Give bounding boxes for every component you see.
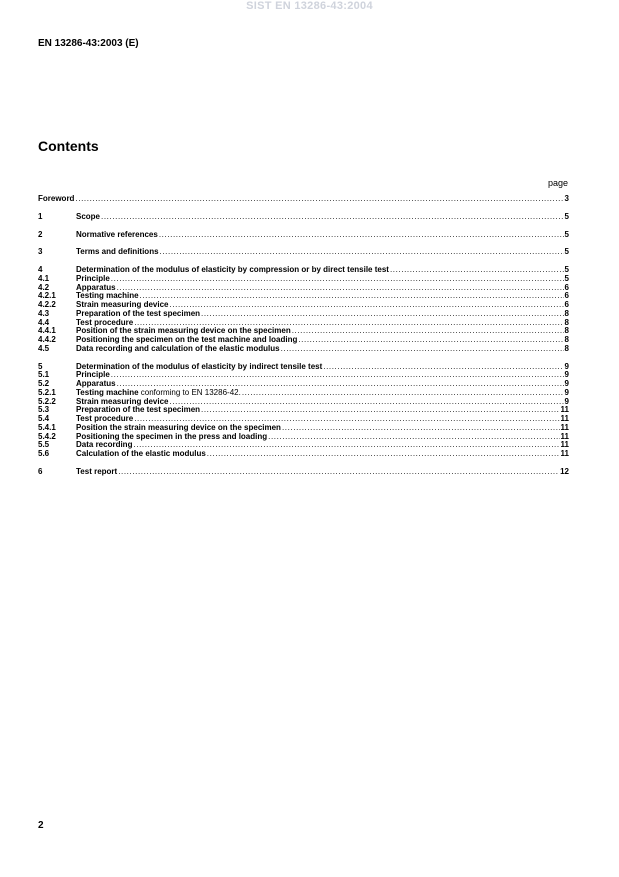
toc-page-number: 9	[564, 370, 569, 380]
toc-dot-leader	[118, 468, 559, 477]
toc-dot-leader	[282, 424, 560, 433]
toc-section-title: Apparatus	[76, 282, 116, 292]
toc-dot-leader	[159, 231, 564, 240]
watermark: SIST EN 13286-43:2004	[246, 0, 373, 12]
toc-section-title: Preparation of the test specimen	[76, 308, 201, 318]
toc-page-number: 6	[564, 282, 569, 292]
toc-section-title-bold: Testing machine	[76, 387, 139, 397]
toc-page-number: 11	[560, 422, 569, 432]
toc-dot-leader	[268, 433, 559, 442]
toc-page-number: 11	[560, 405, 569, 415]
toc-entry[interactable]	[38, 266, 569, 275]
toc-section-title: Data recording and calculation of the elastic modulus	[76, 343, 280, 353]
toc-entry[interactable]	[38, 213, 569, 222]
toc-dot-leader	[101, 213, 564, 222]
toc-dot-leader	[169, 398, 563, 407]
toc-section-title: Testing machine	[76, 291, 139, 301]
table-of-contents	[38, 195, 569, 477]
toc-section-title: Positioning the specimen on the test machine and loading	[76, 335, 298, 344]
toc-page-number: 5	[564, 273, 569, 283]
page-title: Contents	[38, 138, 99, 154]
toc-entry[interactable]	[38, 231, 569, 240]
toc-section-number: 4.1	[38, 273, 50, 283]
toc-section-number: 4.5	[38, 343, 50, 353]
toc-section-title: Data recording	[76, 440, 133, 450]
toc-page-number: 9	[564, 379, 569, 388]
toc-entry[interactable]	[38, 450, 569, 459]
toc-page-number: 8	[564, 326, 569, 336]
toc-section-title: Position the strain measuring device on the specimen	[76, 422, 281, 432]
page-column-label: page	[547, 178, 568, 188]
toc-section-title: Position of the strain measuring device on the specimen	[76, 326, 291, 336]
toc-entry[interactable]	[38, 345, 569, 354]
toc-section-number: 4.2.1	[38, 291, 56, 301]
toc-page-number: 5	[564, 247, 569, 257]
toc-page-number: 11	[560, 431, 569, 441]
toc-section-title: Test procedure	[76, 414, 134, 423]
toc-section-number: 5.6	[38, 449, 50, 458]
toc-page-number: 5	[564, 229, 569, 239]
toc-page-number: 11	[560, 449, 569, 458]
toc-section-number: 6	[38, 466, 43, 476]
document-id: EN 13286-43:2003 (E)	[38, 38, 139, 49]
toc-entry[interactable]	[38, 363, 569, 372]
toc-section-title: Determination of the modulus of elasticity by compression or by direct tensile test	[76, 265, 389, 274]
toc-section-number: 5	[38, 361, 43, 371]
toc-section-title: Principle	[76, 273, 110, 283]
toc-page-number: 8	[564, 317, 569, 327]
toc-entry[interactable]	[38, 275, 569, 284]
toc-section-number: 5.2	[38, 379, 50, 388]
toc-page-number: 9	[564, 387, 569, 397]
toc-dot-leader	[292, 327, 564, 336]
toc-section-title: Test report	[76, 466, 118, 476]
toc-section-title: Apparatus	[76, 379, 116, 388]
toc-section-title: Positioning the specimen in the press and loading	[76, 431, 268, 441]
toc-entry-label: Foreword	[38, 194, 75, 203]
toc-section-title-suffix: conforming to EN 13286-42.	[138, 387, 241, 397]
toc-dot-leader	[323, 363, 563, 372]
toc-dot-leader	[207, 450, 560, 459]
toc-page-number: 9	[564, 361, 569, 371]
toc-page-number: 12	[560, 466, 569, 476]
toc-dot-leader	[201, 310, 564, 319]
toc-section-title: Normative references	[76, 229, 158, 239]
toc-section-number: 5.3	[38, 405, 50, 415]
footer-page-number: 2	[38, 820, 44, 831]
toc-section-number: 4.4	[38, 317, 50, 327]
toc-section-number: 5.1	[38, 370, 50, 380]
toc-entry[interactable]	[38, 371, 569, 380]
toc-dot-leader	[111, 371, 564, 380]
toc-page-number: 11	[560, 414, 569, 423]
toc-dot-leader	[117, 284, 564, 293]
toc-section-number: 5.4	[38, 414, 50, 423]
toc-page-number: 8	[564, 335, 569, 344]
toc-page-number: 9	[564, 396, 569, 406]
toc-dot-leader	[281, 345, 564, 354]
toc-entry[interactable]	[38, 248, 569, 257]
toc-section-title: Scope	[76, 211, 101, 221]
toc-page-number: 5	[564, 265, 569, 274]
toc-section-title: Terms and definitions	[76, 247, 159, 257]
toc-dot-leader	[298, 336, 563, 345]
toc-section-number: 4.2	[38, 282, 50, 292]
toc-section-number: 4.4.2	[38, 335, 56, 344]
toc-section-number: 1	[38, 211, 43, 221]
toc-dot-leader	[160, 248, 564, 257]
toc-section-number: 4.2.2	[38, 300, 56, 309]
toc-section-title: Preparation of the test specimen	[76, 405, 201, 415]
toc-section-title: Strain measuring device	[76, 300, 169, 309]
toc-entry-foreword[interactable]	[38, 195, 569, 204]
toc-page-number: 3	[564, 194, 569, 203]
toc-page-number: 11	[560, 440, 569, 450]
toc-section-number: 5.4.2	[38, 431, 56, 441]
toc-entry[interactable]	[38, 468, 569, 477]
toc-section-number: 5.4.1	[38, 422, 56, 432]
toc-section-number: 2	[38, 229, 43, 239]
toc-section-title: Test procedure	[76, 317, 134, 327]
toc-page-number: 6	[564, 300, 569, 309]
toc-page-number: 8	[564, 343, 569, 353]
toc-dot-leader	[140, 292, 564, 301]
toc-section-number: 4.3	[38, 308, 50, 318]
toc-section-number: 5.5	[38, 440, 50, 450]
toc-section-number: 4.4.1	[38, 326, 56, 336]
toc-section-title: Strain measuring device	[76, 396, 169, 406]
toc-section-number: 5.2.2	[38, 396, 56, 406]
toc-section-number: 3	[38, 247, 43, 257]
toc-section-number: 5.2.1	[38, 387, 56, 397]
toc-dot-leader	[111, 275, 564, 284]
toc-dot-leader	[390, 266, 564, 275]
toc-dot-leader	[75, 195, 563, 204]
toc-page-number: 6	[564, 291, 569, 301]
toc-section-title: Determination of the modulus of elasticity by indirect tensile test	[76, 361, 323, 371]
toc-section-title: Principle	[76, 370, 110, 380]
toc-section-number: 4	[38, 265, 43, 274]
toc-dot-leader	[169, 301, 563, 310]
toc-dot-leader	[242, 389, 564, 398]
toc-page-number: 5	[564, 211, 569, 221]
toc-dot-leader	[201, 406, 560, 415]
toc-section-title: Calculation of the elastic modulus	[76, 449, 206, 458]
toc-page-number: 8	[564, 308, 569, 318]
